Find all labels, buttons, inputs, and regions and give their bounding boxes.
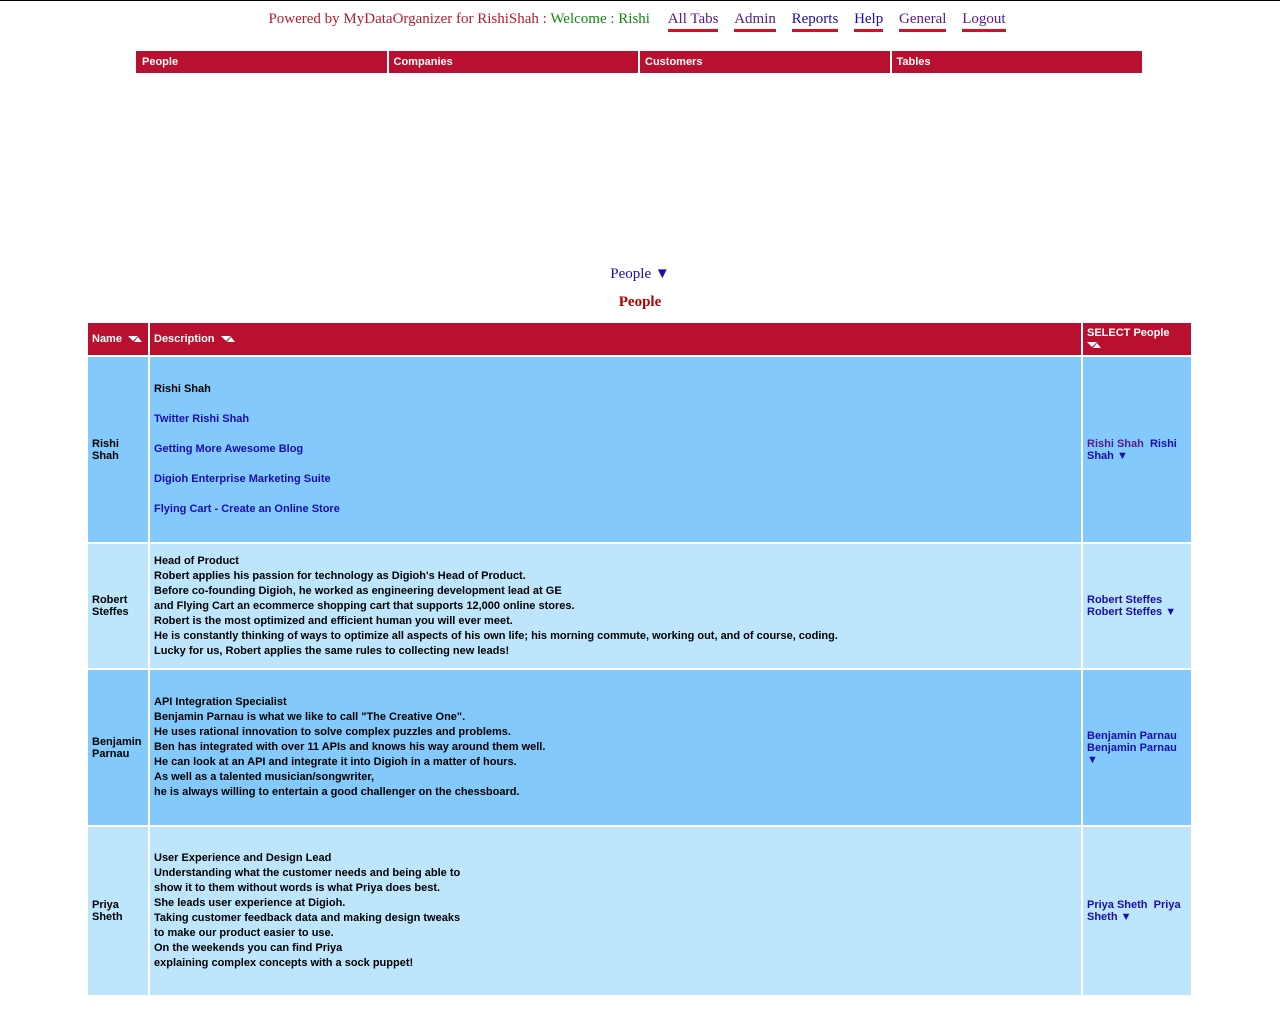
select-column-header[interactable] — [1083, 323, 1191, 355]
top-bar — [0, 10, 1280, 32]
main-tabs — [136, 51, 1142, 73]
description-line: he is always willing to entertain a good challenger on the chessboard. — [154, 786, 520, 798]
tab-people[interactable]: People — [136, 51, 388, 73]
description-line: Robert is the most optimized and efficient human you will ever meet. — [154, 614, 513, 627]
all-tabs-link[interactable]: All Tabs — [668, 10, 719, 32]
table-row — [88, 544, 1191, 668]
description-line: API Integration Specialist — [154, 696, 287, 708]
powered-by-text: Powered by MyDataOrganizer for RishiShah : — [268, 11, 547, 27]
name-column-header[interactable] — [88, 323, 148, 355]
table-row — [88, 357, 1191, 542]
reports-link[interactable]: Reports — [792, 10, 839, 32]
description-title: Rishi Shah — [154, 383, 211, 395]
table-row — [88, 670, 1191, 825]
person-name: Robert Steffes — [88, 544, 148, 668]
person-name: Rishi Shah — [88, 357, 148, 542]
description-column-header[interactable] — [150, 323, 1081, 355]
description-line: She leads user experience at Digioh. — [154, 897, 346, 909]
people-dropdown[interactable]: People ▼ — [610, 266, 670, 282]
tab-tables[interactable]: Tables — [891, 51, 1143, 73]
help-link[interactable]: Help — [854, 10, 883, 32]
description-line: show it to them without words is what Priya does best. — [154, 882, 441, 894]
select-header-label: SELECT People — [1087, 327, 1170, 339]
welcome-text: Welcome : Rishi — [550, 11, 650, 27]
description-line: to make our product easier to use. — [154, 927, 334, 939]
description-line: As well as a talented musician/songwriter, — [154, 771, 375, 783]
tab-customers[interactable]: Customers — [639, 51, 891, 73]
sort-icon[interactable] — [128, 334, 142, 344]
description-line: and Flying Cart an ecommerce shopping cart that supports 12,000 online stores. — [154, 599, 575, 612]
person-name: Priya Sheth — [88, 827, 148, 995]
twitter-link[interactable]: Twitter Rishi Shah — [154, 413, 250, 425]
select-person-dropdown[interactable]: Rishi Shah ▼ — [1087, 437, 1177, 462]
select-person-link[interactable]: Benjamin Parnau — [1087, 729, 1177, 742]
select-cell — [1083, 357, 1191, 542]
description-line: Head of Product — [154, 554, 239, 567]
description-line: He uses rational innovation to solve complex puzzles and problems. — [154, 726, 511, 738]
description-line: On the weekends you can find Priya — [154, 942, 343, 954]
select-cell — [1083, 670, 1191, 825]
description-line: Lucky for us, Robert applies the same rules to collecting new leads! — [154, 644, 510, 657]
digioh-link[interactable]: Digioh Enterprise Marketing Suite — [154, 473, 331, 485]
flying-cart-link[interactable]: Flying Cart - Create an Online Store — [154, 503, 340, 515]
tab-companies[interactable]: Companies — [388, 51, 640, 73]
select-person-link[interactable]: Robert Steffes — [1087, 594, 1163, 606]
description-line: Ben has integrated with over 11 APIs and knows his way around them well. — [154, 741, 546, 753]
person-description — [150, 827, 1081, 995]
table-row — [88, 827, 1191, 995]
logout-link[interactable]: Logout — [962, 10, 1005, 32]
blog-link[interactable]: Getting More Awesome Blog — [154, 443, 304, 455]
select-person-dropdown[interactable]: Benjamin Parnau ▼ — [1087, 741, 1177, 766]
select-cell — [1083, 827, 1191, 995]
person-description — [150, 544, 1081, 668]
description-header-label: Description — [154, 333, 215, 345]
select-person-link[interactable]: Priya Sheth — [1087, 899, 1148, 911]
description-line: Taking customer feedback data and making design tweaks — [154, 912, 461, 924]
person-name: Benjamin Parnau — [88, 670, 148, 825]
sort-icon[interactable] — [221, 334, 235, 344]
general-link[interactable]: General — [899, 10, 946, 32]
people-table — [86, 321, 1193, 997]
description-line: He is constantly thinking of ways to optimize all aspects of his own life; his morning commute, working out, and of course, coding. — [154, 629, 838, 642]
select-person-dropdown[interactable]: Robert Steffes ▼ — [1087, 606, 1177, 618]
person-description — [150, 670, 1081, 825]
description-line: explaining complex concepts with a sock puppet! — [154, 957, 414, 969]
description-line: Understanding what the customer needs and being able to — [154, 867, 461, 879]
description-line: He can look at an API and integrate it into Digioh in a matter of hours. — [154, 756, 517, 768]
select-cell — [1083, 544, 1191, 668]
description-line: Benjamin Parnau is what we like to call "The Creative One". — [154, 711, 466, 723]
section-title: People — [618, 294, 662, 310]
description-line: Before co-founding Digioh, he worked as engineering development lead at GE — [154, 584, 562, 597]
name-header-label: Name — [92, 333, 122, 345]
description-line: User Experience and Design Lead — [154, 852, 332, 864]
description-line: Robert applies his passion for technology as Digioh's Head of Product. — [154, 569, 526, 582]
select-person-dropdown[interactable]: Priya Sheth ▼ — [1087, 899, 1181, 923]
table-header-row — [88, 323, 1191, 355]
person-description — [150, 357, 1081, 542]
sort-icon[interactable] — [1087, 340, 1101, 350]
admin-link[interactable]: Admin — [734, 10, 776, 32]
select-person-link[interactable]: Rishi Shah — [1087, 437, 1144, 450]
